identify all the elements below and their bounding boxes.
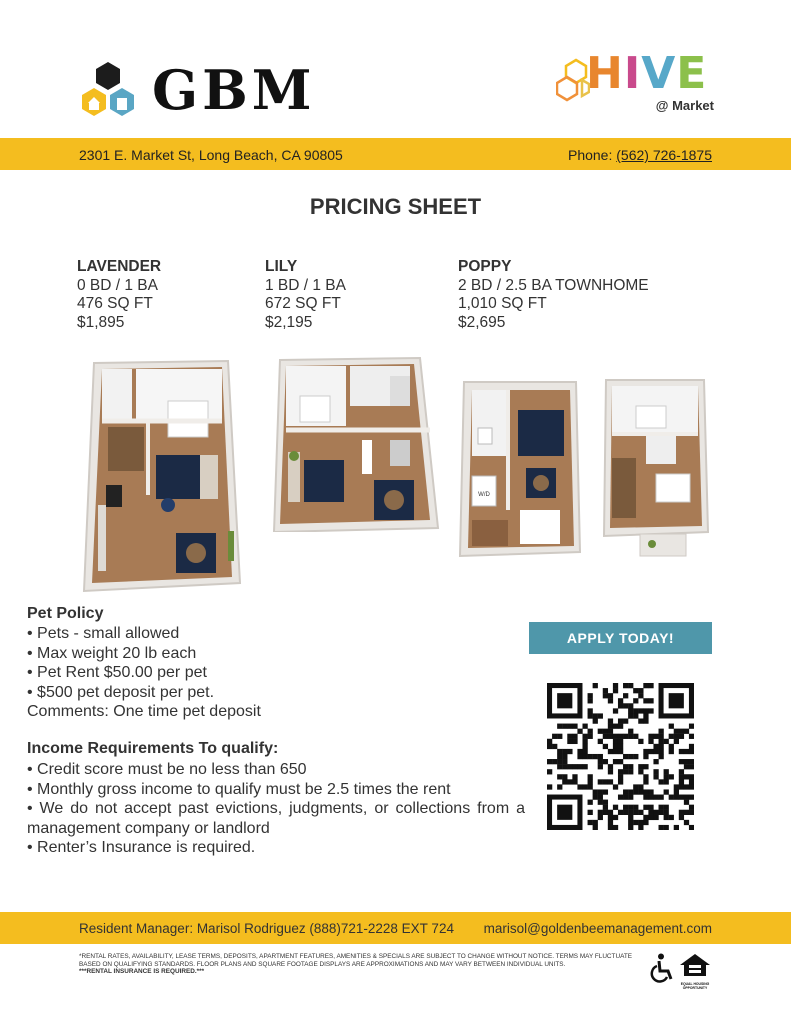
pet-policy-comments: Comments: One time pet deposit xyxy=(27,703,261,720)
hive-letter-i: I xyxy=(623,48,642,99)
pet-policy-item: • Max weight 20 lb each xyxy=(27,644,197,662)
address: 2301 E. Market St, Long Beach, CA 90805 xyxy=(79,147,343,163)
phone xyxy=(568,147,712,163)
floorplan-lavender xyxy=(78,355,248,595)
hive-letter-v: V xyxy=(641,48,677,99)
disclaimer-text: *RENTAL RATES, AVAILABILITY, LEASE TERMS, DEPOSITS, APARTMENT FEATURES, AMENITIES & SPECIALS ARE SUBJECT TO CHANGE WITHOUT NOTICE. TERMS MAY FLUCTUATE BASED ON QUALIFYING STANDARDS. FLOOR PLANS AND SQUARE FOOTAGE DISPLAYS ARE APPROXIMATIONS AND MAY VARY BETWEEN INDIVIDUAL UNITS. xyxy=(79,953,633,968)
gbm-logo xyxy=(80,60,144,116)
floorplan-poppy-level-2 xyxy=(600,378,712,560)
pet-policy-item: • $500 pet deposit per pet. xyxy=(27,683,215,701)
income-item: • We do not accept past evictions, judgments, or collections from a management company or landlord xyxy=(27,800,525,837)
equal-housing-icon xyxy=(678,953,712,990)
wd-label: W/D xyxy=(478,492,490,498)
unit-price: $2,195 xyxy=(265,313,313,331)
unit-price: $2,695 xyxy=(458,313,506,331)
hive-logo xyxy=(556,48,716,118)
apply-button[interactable]: APPLY TODAY! xyxy=(529,622,712,654)
unit-poppy xyxy=(458,258,649,332)
wheelchair-icon xyxy=(650,953,676,983)
pet-policy-list xyxy=(27,624,261,722)
unit-lavender xyxy=(77,258,161,332)
unit-lily xyxy=(265,258,346,332)
hive-letter-e: E xyxy=(676,48,708,99)
brand-right-word xyxy=(586,48,707,99)
unit-name: POPPY xyxy=(458,258,512,275)
unit-size: 672 SQ FT xyxy=(265,295,341,312)
hive-letter-h: H xyxy=(586,48,624,99)
income-item: • Credit score must be no less than 650 xyxy=(27,761,307,778)
unit-name: LILY xyxy=(265,258,298,275)
unit-price: $1,895 xyxy=(77,313,125,331)
floorplan-poppy-level-1 xyxy=(458,380,582,558)
income-item: • Renter’s Insurance is required. xyxy=(27,839,256,856)
unit-layout: 2 BD / 2.5 BA TOWNHOME xyxy=(458,276,649,294)
phone-link[interactable]: (562) 726-1875 xyxy=(616,147,712,163)
brand-left: GBM xyxy=(152,58,316,122)
unit-layout: 1 BD / 1 BA xyxy=(265,276,346,294)
floorplan-lily xyxy=(270,356,442,532)
income-list xyxy=(27,760,525,858)
unit-name: LAVENDER xyxy=(77,258,162,275)
manager-email[interactable]: marisol@goldenbeemanagement.com xyxy=(483,921,712,936)
phone-label: Phone: xyxy=(567,147,613,163)
eho-text: EQUAL HOUSING OPPORTUNITY xyxy=(680,982,710,990)
pet-policy-item: • Pets - small allowed xyxy=(27,625,180,642)
pet-policy-item: • Pet Rent $50.00 per pet xyxy=(27,664,207,681)
unit-size: 476 SQ FT xyxy=(77,295,153,312)
brand-right-sub: @ Market xyxy=(655,98,714,113)
qr-code[interactable] xyxy=(547,683,694,830)
unit-layout: 0 BD / 1 BA xyxy=(77,276,158,294)
income-heading: Income Requirements To qualify: xyxy=(27,740,279,757)
resident-manager: Resident Manager: Marisol Rodriguez (888)721-2228 EXT 724 xyxy=(79,921,454,936)
income-item: • Monthly gross income to qualify must be 2.5 times the rent xyxy=(27,780,451,798)
unit-size: 1,010 SQ FT xyxy=(458,295,547,312)
disclaimer-insurance: ***RENTAL INSURANCE IS REQUIRED.*** xyxy=(79,968,205,976)
page-title: PRICING SHEET xyxy=(309,194,482,219)
disclaimer xyxy=(79,953,634,976)
pet-policy-heading: Pet Policy xyxy=(27,605,104,622)
